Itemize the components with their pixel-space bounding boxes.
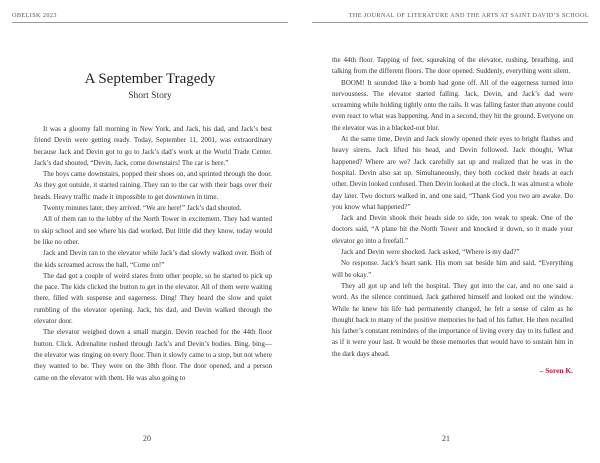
paragraph: BOOM! It sounded like a bomb had gone off. All of the eagerness turned into nervousness. The elevator started falling. Jack, Devin, and Jack’s dad were screaming while holding tightly onto the rails. It was falling faster than anyone could even react to what was happening. And in a second, they hit the ground. Everyone on the elevator was in a blacked-out blur.: [332, 78, 573, 132]
paragraph: At the same time, Devin and Jack slowly opened their eyes to bright flashes and heavy sirens. Jack lifted his head, and Devin followed. Jack thought, What happened? Where are we? Jack carefully sat up and realized that he was in the hospital. Devin also sat up. Simultaneously, they both cocked their heads at each other. Devin looked confused. Then Devin looked at the clock. It was almost a whole day later. Two doctors walked in, and one said, “Thank God you two are awake. Do you know what happened?”: [332, 135, 573, 211]
story-title: A September Tragedy: [84, 71, 216, 87]
paragraph: It was a gloomy fall morning in New York, and Jack, his dad, and Jack’s best friend Devin were getting ready. Today, September 11, 2001, was extraordinary because Jack and Devin got to go to Jack’s dad’s work at the World Trade Center. Jack’s dad shouted, “Devin, Jack, come downstairs! The car is here.”: [34, 125, 272, 167]
story-genre: Short Story: [128, 91, 172, 101]
page-number-right: 21: [442, 434, 450, 443]
paragraph: Jack and Devin shook their heads side to side, too weak to speak. One of the doctors said, “A plane hit the North Tower and knocked it down, so it made your elevator go into a freefall.”: [332, 214, 573, 245]
paragraph: The dad got a couple of weird stares from other people, so he started to pick up the pace. The kids clicked the button to get in the elevator. All of them were waiting there, filled with suspense and eagerness. Ding! They heard the slow and quiet rumbling of the elevator opening. Jack, his dad, and Devin walked through the elevator door.: [34, 271, 272, 326]
paragraph: All of them ran to the lobby of the North Tower in excitement. They had wanted to skip school and see where his dad worked. But little did they know, today would be like no other.: [34, 215, 272, 246]
paragraph: No response. Jack’s heart sank. His mom sat beside him and said, “Everything will be okay.”: [332, 259, 573, 279]
running-head-right: THE JOURNAL OF LITERATURE AND THE ARTS AT SAINT DAVID’S SCHOOL: [348, 12, 589, 19]
paragraph: Jack and Devin were shocked. Jack asked, “Where is my dad?”: [341, 248, 520, 257]
author-signature: – Soren K.: [539, 366, 573, 376]
header-rule-right: [312, 22, 588, 23]
paragraph: Twenty minutes later, they arrived. “We are here!” Jack’s dad shouted.: [43, 204, 242, 213]
paragraph: The boys came downstairs, popped their shoes on, and sprinted through the door. As they got outside, it started raining. They ran to the car with their bags over their heads. Heavy traffic made it impossible to get downtown in time.: [34, 170, 272, 201]
header-rule-left: [12, 22, 288, 23]
paragraph: The elevator weighed down a small margin. Devin reached for the 44th floor button. Click. Adrenaline rushed through Jack’s and Devin’s bodies. Bing, bing—the elevator was ringing on every floor. Then it slowly came to a stop, but not where they wanted to be. They were on the 38th floor. The door opened, and a person came on the elevator with them. He was also going to: [34, 328, 272, 382]
left-body-text: [34, 124, 272, 384]
paragraph: Jack and Devin ran to the elevator while Jack’s dad slowly walked over. Both of the kids screamed across the hall, “Come on!”: [34, 249, 272, 269]
paragraph: the 44th floor. Tapping of feet, squeaking of the elevator, rushing, breathing, and talking from the different floors. The door opened. Suddenly, everything went silent.: [332, 56, 573, 76]
running-head-left: OBELISK 2023: [12, 12, 57, 19]
right-body-text: [332, 55, 573, 376]
right-page: [300, 0, 600, 463]
story-title-block: [34, 70, 266, 102]
page-number-left: 20: [143, 434, 151, 443]
paragraph: They all got up and left the hospital. They got into the car, and no one said a word. As the silence continued, Jack gathered himself and looked out the window. While he knew his life had permanently changed, he felt a sense of calm as he thought back to many of the positive memories he had of his father. He then recalled his father’s constant reminders of the importance of living every day to its fullest and as if it were your last. It would be these memories that would have to sustain him in the dark days ahead.: [332, 281, 573, 358]
